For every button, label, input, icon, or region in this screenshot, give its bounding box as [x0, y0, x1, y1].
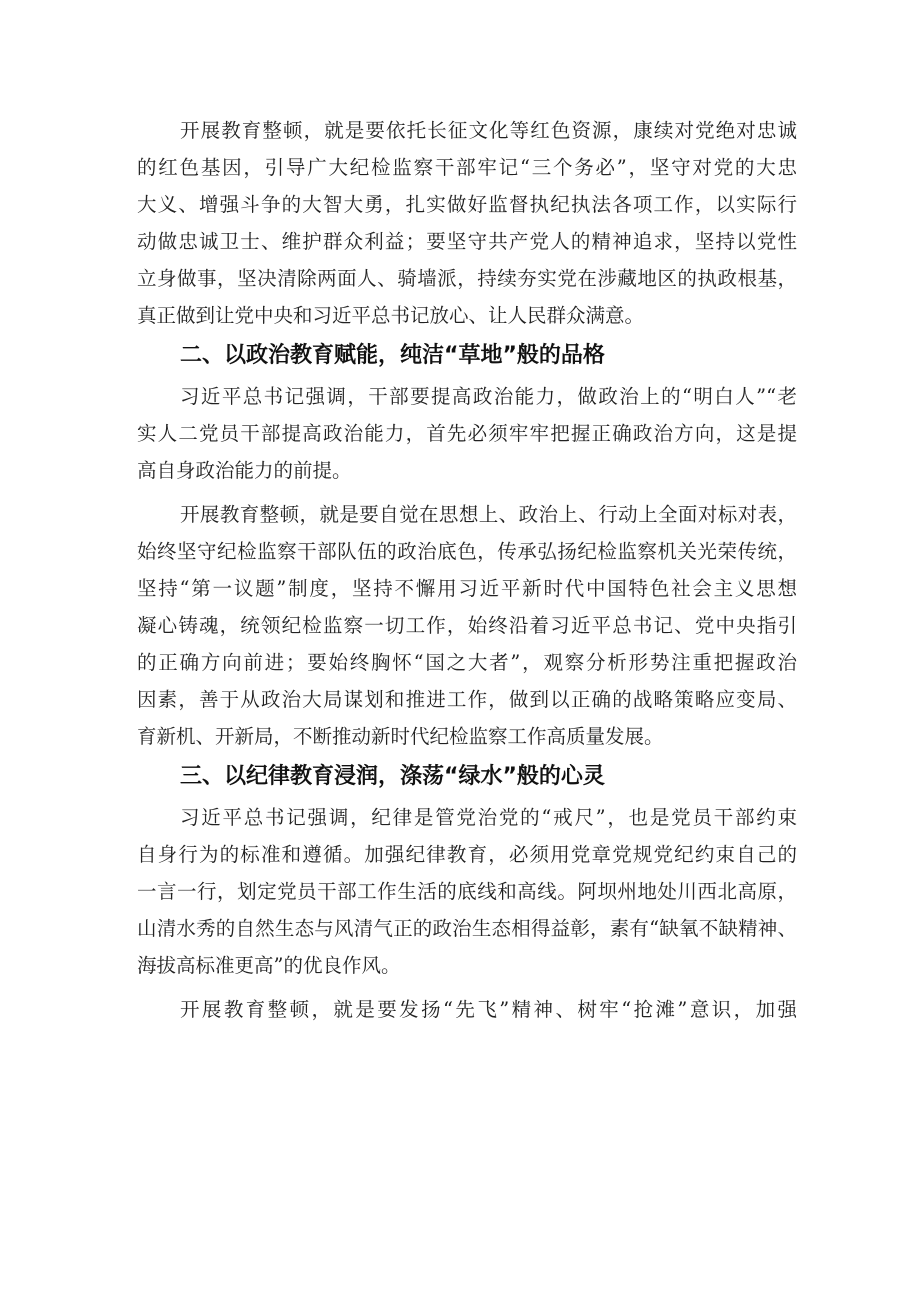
text-line: 凝心铸魂，统领纪检监察一切工作，始终沿着习近平总书记、党中央指引: [137, 614, 797, 637]
text-line: 动做忠诚卫士、维护群众利益；要坚守共产党人的精神追求，坚持以党性: [137, 230, 797, 253]
text-line: 高自身政治能力的前提。: [137, 459, 352, 482]
paragraph: [137, 378, 797, 489]
section-heading: 三、以纪律教育浸润，涤荡“绿水”般的心灵: [180, 764, 605, 789]
text-line: 的正确方向前进；要始终胸怀“国之大者”，观察分析形势注重把握政治: [137, 651, 797, 674]
paragraph: [137, 496, 797, 755]
text-line: 开展教育整顿，就是要依托长征文化等红色资源，康续对党绝对忠诚: [180, 119, 797, 142]
paragraph: [137, 991, 797, 1028]
text-line: 真正做到让党中央和习近平总书记放心、让人民群众满意。: [137, 304, 645, 327]
text-line: 开展教育整顿，就是要自觉在思想上、政治上、行动上全面对标对表，: [180, 503, 797, 526]
text-line: 的红色基因，引导广大纪检监察干部牢记“三个务必”，坚守对党的大忠: [137, 156, 797, 179]
paragraph: [137, 112, 797, 334]
text-line: 习近平总书记强调，干部要提高政治能力，做政治上的“明白人”“老: [180, 385, 797, 408]
document-body: [137, 112, 797, 1028]
text-line: 开展教育整顿，就是要发扬“先飞”精神、树牢“抢滩”意识，加强: [180, 998, 797, 1021]
text-line: 始终坚守纪检监察干部队伍的政治底色，传承弘扬纪检监察机关光荣传统，: [137, 540, 797, 563]
text-line: 一言一行，划定党员干部工作生活的底线和高线。阿坝州地处川西北高原，: [137, 880, 797, 903]
text-line: 自身行为的标准和遵循。加强纪律教育，必须用党章党规党纪约束自己的: [137, 843, 797, 866]
text-line: 海拔高标准更高”的优良作风。: [137, 954, 401, 977]
text-line: 立身做事，坚决清除两面人、骑墙派，持续夯实党在涉藏地区的执政根基，: [137, 267, 797, 290]
text-line: 习近平总书记强调，纪律是管党治党的“戒尺”，也是党员干部约束: [180, 806, 797, 829]
paragraph: [137, 799, 797, 984]
text-line: 山清水秀的自然生态与风清气正的政治生态相得益彰，素有“缺氧不缺精神、: [137, 917, 797, 940]
section-heading: 二、以政治教育赋能，纯洁“草地”般的品格: [180, 343, 605, 368]
text-line: 因素，善于从政治大局谋划和推进工作，做到以正确的战略策略应变局、: [137, 688, 797, 711]
text-line: 育新机、开新局，不断推动新时代纪检监察工作高质量发展。: [137, 725, 664, 748]
text-line: 实人二党员干部提高政治能力，首先必须牢牢把握正确政治方向，这是提: [137, 422, 797, 445]
text-line: 坚持“第一议题”制度，坚持不懈用习近平新时代中国特色社会主义思想: [137, 577, 797, 600]
paragraph-gap: [137, 984, 797, 991]
text-line: 大义、增强斗争的大智大勇，扎实做好监督执纪执法各项工作，以实际行: [137, 193, 797, 216]
paragraph-gap: [137, 489, 797, 496]
